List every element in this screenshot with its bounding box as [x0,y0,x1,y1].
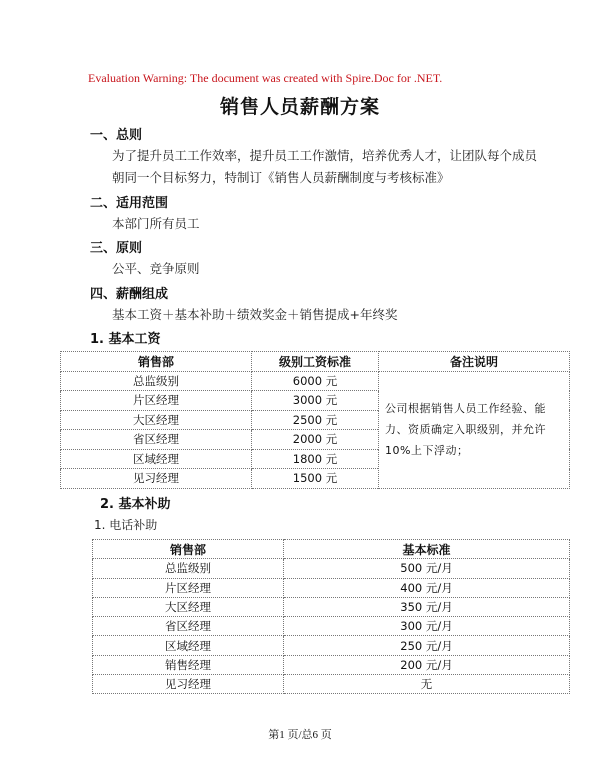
table-cell-dept: 总监级别 [93,559,284,578]
evaluation-warning: Evaluation Warning: The document was created with Spire.Doc for .NET. [88,71,443,85]
table-cell-standard: 500 元/月 [284,559,570,578]
allowance-item-phone: 1. 电话补助 [94,518,158,532]
table-cell-salary: 1500 元 [252,469,379,489]
table-cell-dept: 销售经理 [93,655,284,674]
subsection-heading-base-salary: 1. 基本工资 [90,332,161,347]
table-header: 基本标准 [284,540,570,559]
table-cell-standard: 350 元/月 [284,597,570,616]
table-cell-dept: 总监级别 [61,371,252,391]
table-cell-standard: 400 元/月 [284,578,570,597]
table-cell-dept: 片区经理 [61,391,252,411]
table-cell-standard: 250 元/月 [284,636,570,655]
table-cell-dept: 大区经理 [93,597,284,616]
paragraph-principle: 公平、竞争原则 [112,261,200,276]
table-cell-dept: 片区经理 [93,578,284,597]
table-header: 销售部 [93,540,284,559]
table-cell-dept: 省区经理 [93,617,284,636]
paragraph-general-line1: 为了提升员工工作效率，提升员工工作激情，培养优秀人才，让团队每个成员 [112,148,538,163]
phone-allowance-table [92,539,570,694]
table-cell-salary: 3000 元 [252,391,379,411]
table-cell-note: 公司根据销售人员工作经验、能力、资质确定入职级别，并允许 10%上下浮动； [379,371,570,488]
section-heading-composition: 四、薪酬组成 [90,287,169,302]
table-cell-standard: 无 [284,675,570,694]
table-cell-dept: 大区经理 [61,410,252,430]
subsection-heading-allowance: 2. 基本补助 [100,497,171,512]
table-cell-dept: 见习经理 [93,675,284,694]
section-heading-principle: 三、原则 [90,241,143,256]
table-cell-salary: 6000 元 [252,371,379,391]
table-header: 销售部 [61,352,252,372]
document-title: 销售人员薪酬方案 [219,96,380,118]
table-cell-salary: 2000 元 [252,430,379,450]
table-header: 级别工资标准 [252,352,379,372]
paragraph-general-line2: 朝同一个目标努力，特制订《销售人员薪酬制度与考核标准》 [112,170,450,185]
section-heading-general: 一、总则 [90,128,143,143]
table-cell-standard: 300 元/月 [284,617,570,636]
page-footer: 第1 页/总6 页 [268,729,332,741]
base-salary-table [60,351,570,489]
table-cell-salary: 1800 元 [252,449,379,469]
table-cell-dept: 区域经理 [61,449,252,469]
section-heading-scope: 二、适用范围 [90,196,169,211]
paragraph-composition: 基本工资＋基本补助＋绩效奖金＋销售提成+年终奖 [112,307,398,322]
table-cell-salary: 2500 元 [252,410,379,430]
table-cell-dept: 区域经理 [93,636,284,655]
table-cell-dept: 见习经理 [61,469,252,489]
table-cell-standard: 200 元/月 [284,655,570,674]
paragraph-scope: 本部门所有员工 [112,216,200,231]
table-header: 备注说明 [379,352,570,372]
table-cell-dept: 省区经理 [61,430,252,450]
